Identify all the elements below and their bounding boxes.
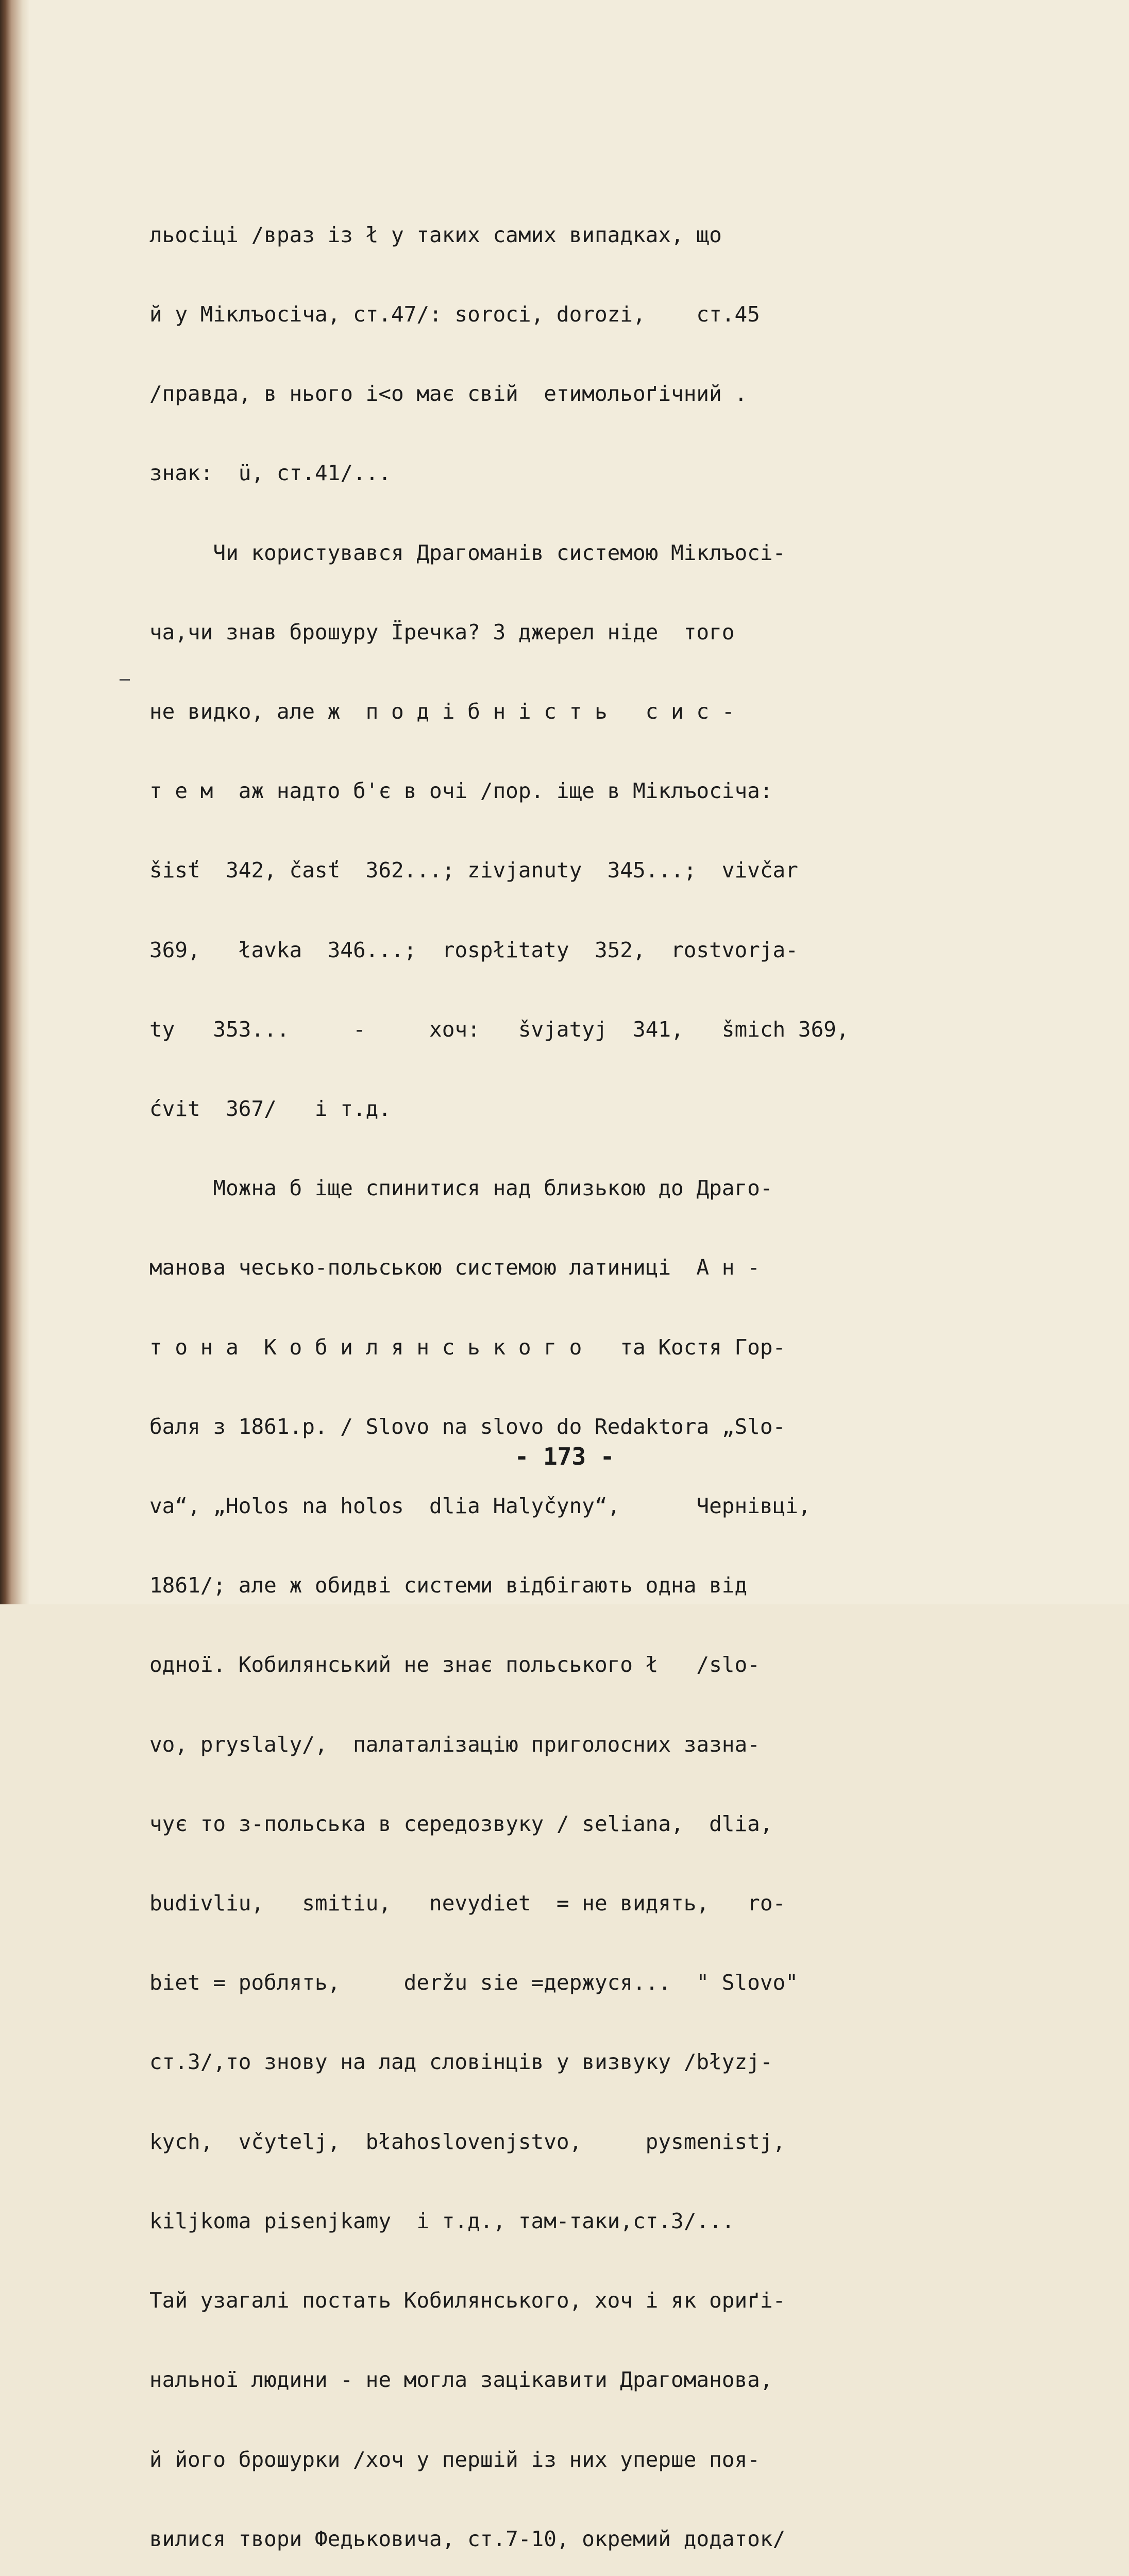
text-line: Можна б іще спинитися над близькою до Драго-	[149, 1176, 773, 1201]
book-binding-edge	[0, 0, 30, 1604]
text-line: вилися твори Федьковича, ст.7-10, окремий додаток/	[149, 2526, 786, 2551]
text-line: šisť 342, časť 362...; zivjanuty 345...; vivčar	[149, 858, 798, 883]
text-line: kych, včytelj, błahoslovenjstvo, pysmenistj,	[149, 2129, 786, 2154]
text-line: не видко, але ж п о д і б н і с т ь с и с -	[149, 699, 735, 724]
text-line: баля з 1861.р. / Slovo na slovo do Redaktora „Slo-	[149, 1414, 786, 1439]
text-line: budivliu, smitiu, nevydiet = не видять, ro-	[149, 1891, 786, 1916]
text-line: ty 353... - хоч: švjatyj 341, šmich 369,	[149, 1016, 849, 1042]
text-line: й у Міклъосіча, ст.47/: soroci, dorozi, ст.45	[149, 302, 760, 327]
text-line: т о н а К о б и л я н с ь к о г о та Костя Гор-	[149, 1334, 786, 1360]
text-line: biet = роблять, deržu sie =держуся... " Slovo"	[149, 1970, 798, 1995]
text-line: 1861/; але ж обидві системи відбігають одна від	[149, 1573, 748, 1598]
text-line: ст.3/,то знову на лад словінців у визвуку /błyzj-	[149, 2049, 773, 2075]
text-line: 369, łavka 346...; rospłitaty 352, rostvorja-	[149, 937, 798, 962]
text-line: манова чесько-польською системою латиниці А н -	[149, 1255, 760, 1280]
text-line: знак: ü, ст.41/...	[149, 461, 391, 486]
text-line: нальної людини - не могла зацікавити Драгоманова,	[149, 2367, 773, 2393]
text-line: /правда, в нього і<о має свій етимольоґічний .	[149, 381, 748, 406]
text-line: чує то з-польська в середозвуку / seliana, dlia,	[149, 1811, 773, 1836]
text-line: kiljkoma pisenjkamy і т.д., там-таки,ст.3/...	[149, 2208, 735, 2233]
text-line: ćvit 367/ і т.д.	[149, 1096, 391, 1122]
margin-mark	[120, 679, 130, 681]
body-text	[149, 169, 995, 2576]
text-line: vo, pryslaly/, палаталізацію приголосних зазна-	[149, 1732, 760, 1757]
text-line: й його брошурки /хоч у першій із них уперше поя-	[149, 2447, 760, 2472]
text-line: va“, „Holos na holos dlia Halyčyny“, Чернівці,	[149, 1494, 811, 1519]
text-line: т е м аж надто б'є в очі /пор. іще в Міклъосіча:	[149, 778, 773, 804]
text-line: льосіці /враз із ł у таких самих випадках, що	[149, 222, 722, 247]
text-line: ча,чи знав брошуру Їречка? З джерел ніде того	[149, 619, 735, 645]
text-line: одної. Кобилянський не знає польського ł /slo-	[149, 1652, 760, 1677]
page-number: - 173 -	[514, 1443, 615, 1470]
text-line: Тай узагалі постать Кобилянського, хоч і як ориґі-	[149, 2288, 786, 2313]
text-line: Чи користувався Драгоманів системою Міклъосі-	[149, 540, 786, 565]
